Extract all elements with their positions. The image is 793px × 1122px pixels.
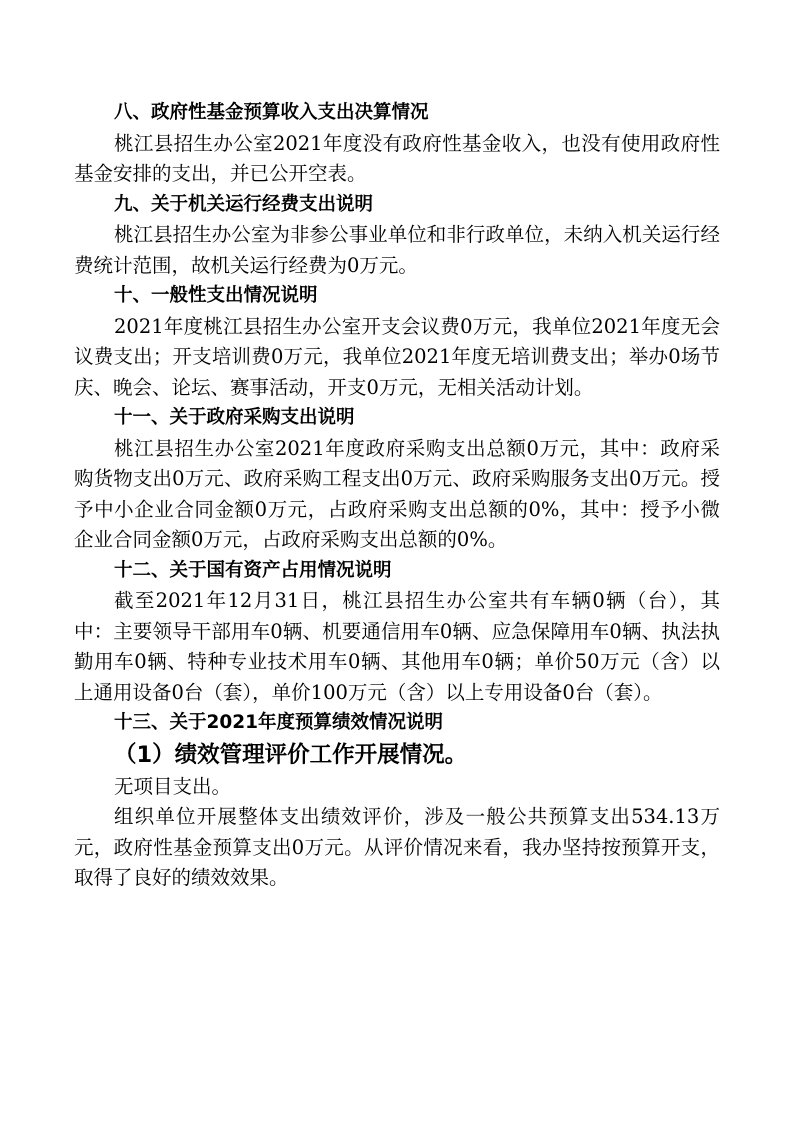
- section-heading: 九、关于机关运行经费支出说明: [114, 193, 374, 215]
- section-heading: 十一、关于政府采购支出说明: [114, 407, 355, 428]
- section-heading: 十三、关于2021年度预算绩效情况说明: [114, 712, 443, 733]
- section-paragraph: 2021年度桃江县招生办公室开支会议费0万元，我单位2021年度无会议费支出；开支培训费0万元，我单位2021年度无培训费支出；举办0场节庆、晚会、论坛、赛事活动，开支0万元，无相关活动计划。: [74, 314, 720, 399]
- section-heading: 十、一般性支出情况说明: [114, 285, 318, 306]
- section-paragraph: 桃江县招生办公室2021年度没有政府性基金收入，也没有使用政府性基金安排的支出，并已公开空表。: [74, 131, 720, 185]
- subsection-heading: （1）绩效管理评价工作开展情况。: [114, 741, 468, 768]
- section-heading: 八、政府性基金预算收入支出决算情况: [114, 102, 429, 123]
- section-paragraph: 桃江县招生办公室2021年度政府采购支出总额0万元，其中：政府采购货物支出0万元、政府采购工程支出0万元、政府采购服务支出0万元。授予中小企业合同金额0万元，占政府采购支出总额的0%，其中：授予小微企业合同金额0万元，占政府采购支出总额的0%。: [74, 436, 720, 551]
- subsection-paragraph: 无项目支出。: [114, 774, 232, 798]
- section-heading: 十二、关于国有资产占用情况说明: [114, 559, 392, 581]
- section-paragraph: 截至2021年12月31日，桃江县招生办公室共有车辆0辆（台），其中：主要领导干部用车0辆、机要通信用车0辆、应急保障用车0辆、执法执勤用车0辆、特种专业技术用车0辆、其他用车0辆；单价50万元（含）以上通用设备0台（套），单价100万元（含）以上专用设备0台（套）。: [74, 589, 720, 704]
- subsection-paragraph: 组织单位开展整体支出绩效评价，涉及一般公共预算支出534.13万元，政府性基金预算支出0万元。从评价情况来看，我办坚持按预算开支，取得了良好的绩效效果。: [74, 805, 720, 889]
- section-paragraph: 桃江县招生办公室为非参公事业单位和非行政单位，未纳入机关运行经费统计范围，故机关运行经费为0万元。: [74, 223, 720, 277]
- document-body: [74, 98, 720, 894]
